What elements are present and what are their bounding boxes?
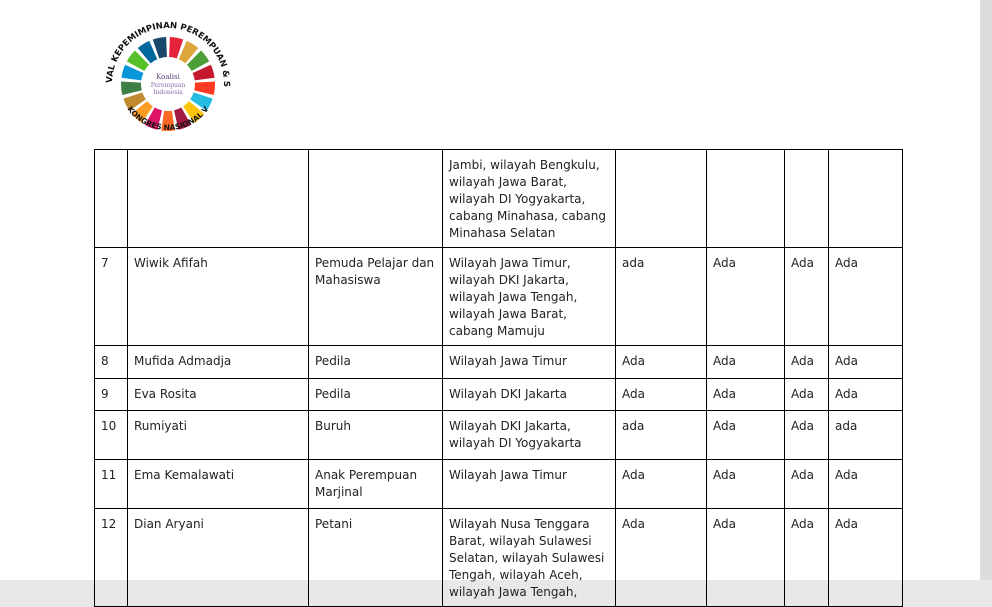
status-1-cell: Ada	[616, 346, 707, 379]
participant-name-cell: Mufida Admadja	[128, 346, 309, 379]
region-cell: Wilayah DKI Jakarta, wilayah DI Yogyakarta	[443, 411, 616, 460]
row-number-cell: 8	[95, 346, 128, 379]
region-cell: Wilayah Jawa Timur, wilayah DKI Jakarta, wilayah Jawa Tengah, wilayah Jawa Barat, cabang Mamuju	[443, 248, 616, 346]
logo-center-line2: Perempuan	[150, 82, 186, 89]
table-row	[95, 379, 903, 411]
status-2-cell: Ada	[707, 460, 785, 509]
table-row	[95, 248, 903, 346]
status-1-cell: Ada	[616, 509, 707, 607]
participant-name-cell: Rumiyati	[128, 411, 309, 460]
status-4-cell	[829, 150, 903, 248]
row-number-cell: 9	[95, 379, 128, 411]
status-4-cell: Ada	[829, 460, 903, 509]
status-2-cell: Ada	[707, 379, 785, 411]
status-4-cell: ada	[829, 411, 903, 460]
logo-bottom-text-path: KONGRES NASIONAL V	[125, 104, 211, 133]
status-1-cell: ada	[616, 248, 707, 346]
viewer-background	[980, 0, 992, 580]
status-4-cell: Ada	[829, 346, 903, 379]
region-cell: Wilayah Nusa Tenggara Barat, wilayah Sulawesi Selatan, wilayah Sulawesi Tengah, wilayah Aceh, wilayah Jawa Tengah,	[443, 509, 616, 607]
participant-name-cell: Dian Aryani	[128, 509, 309, 607]
row-number-cell: 7	[95, 248, 128, 346]
table-row	[95, 411, 903, 460]
logo-ring-text-path: VAL KEPEMIMPINAN PEREMPUAN & S	[104, 20, 232, 88]
status-3-cell: Ada	[785, 379, 829, 411]
sector-cell: Pemuda Pelajar dan Mahasiswa	[309, 248, 443, 346]
participant-name-cell	[128, 150, 309, 248]
row-number-cell: 11	[95, 460, 128, 509]
status-3-cell: Ada	[785, 248, 829, 346]
row-number-cell: 10	[95, 411, 128, 460]
status-3-cell: Ada	[785, 509, 829, 607]
region-cell: Jambi, wilayah Bengkulu, wilayah Jawa Barat, wilayah DI Yogyakarta, cabang Minahasa, cabang Minahasa Selatan	[443, 150, 616, 248]
table-body	[95, 150, 903, 607]
logo-center-line1: Koalisi	[156, 73, 180, 81]
festival-logo-graphic	[98, 14, 238, 154]
participant-name-cell: Wiwik Afifah	[128, 248, 309, 346]
status-4-cell: Ada	[829, 248, 903, 346]
status-2-cell: Ada	[707, 346, 785, 379]
status-4-cell: Ada	[829, 379, 903, 411]
region-cell: Wilayah Jawa Timur	[443, 346, 616, 379]
sector-cell	[309, 150, 443, 248]
status-1-cell: Ada	[616, 379, 707, 411]
table-row	[95, 460, 903, 509]
status-4-cell: Ada	[829, 509, 903, 607]
status-3-cell: Ada	[785, 411, 829, 460]
participant-name-cell: Ema Kemalawati	[128, 460, 309, 509]
status-2-cell: Ada	[707, 509, 785, 607]
row-number-cell: 12	[95, 509, 128, 607]
row-number-cell	[95, 150, 128, 248]
status-1-cell: Ada	[616, 460, 707, 509]
festival-logo	[98, 14, 238, 154]
sdg-wheel-segment	[121, 82, 142, 96]
status-1-cell	[616, 150, 707, 248]
sector-cell: Pedila	[309, 346, 443, 379]
region-cell: Wilayah Jawa Timur	[443, 460, 616, 509]
status-1-cell: ada	[616, 411, 707, 460]
status-3-cell: Ada	[785, 346, 829, 379]
region-cell: Wilayah DKI Jakarta	[443, 379, 616, 411]
sector-cell: Pedila	[309, 379, 443, 411]
sector-cell: Anak Perempuan Marjinal	[309, 460, 443, 509]
status-3-cell: Ada	[785, 460, 829, 509]
table-row	[95, 346, 903, 379]
participant-name-cell: Eva Rosita	[128, 379, 309, 411]
sdg-wheel-segment	[194, 82, 215, 96]
status-2-cell: Ada	[707, 411, 785, 460]
participants-table	[94, 149, 903, 607]
sector-cell: Buruh	[309, 411, 443, 460]
status-2-cell: Ada	[707, 248, 785, 346]
table-row	[95, 509, 903, 607]
logo-center-line3: Indonesia	[153, 89, 183, 96]
table-row	[95, 150, 903, 248]
status-2-cell	[707, 150, 785, 248]
status-3-cell	[785, 150, 829, 248]
sector-cell: Petani	[309, 509, 443, 607]
